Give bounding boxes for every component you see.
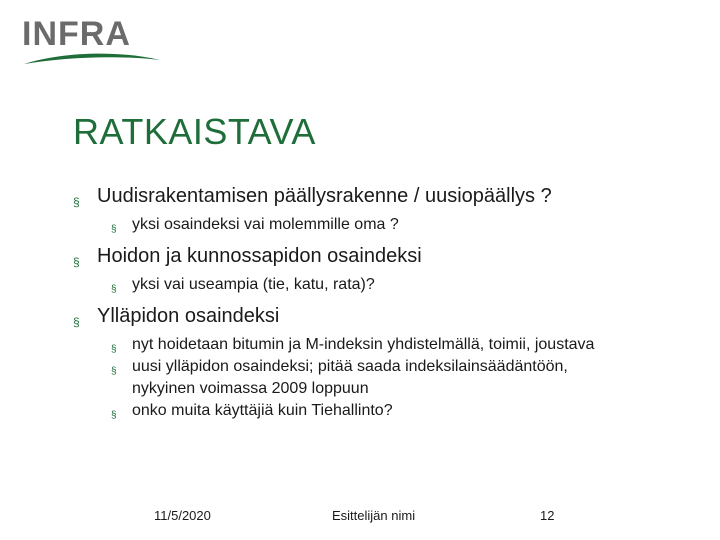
- bullet-text: Hoidon ja kunnossapidon osaindeksi: [97, 245, 422, 267]
- slide-title: RATKAISTAVA: [73, 111, 316, 152]
- sub-bullet-text: uusi ylläpidon osaindeksi; pitää saada indeksilainsäädäntöön, nykyinen voimassa 2009 loppuun: [132, 358, 568, 397]
- sub-bullet-icon: §: [111, 284, 117, 295]
- bullet-yllapito: [73, 303, 693, 329]
- infra-logo: [22, 14, 162, 68]
- sub-bullet-text: nyt hoidetaan bitumin ja M-indeksin yhdistelmällä, toimii, joustava: [132, 336, 595, 353]
- footer-presenter: Esittelijän nimi: [332, 508, 416, 523]
- sub-bullet: [111, 356, 632, 400]
- footer-date: 11/5/2020: [154, 508, 211, 523]
- bullet-text: Ylläpidon osaindeksi: [97, 305, 280, 327]
- bullet-icon: §: [73, 315, 80, 329]
- sub-bullet: [111, 274, 693, 296]
- sub-bullet-text: yksi osaindeksi vai molemmille oma ?: [132, 216, 399, 233]
- sub-bullet: [111, 400, 693, 422]
- slide-content: [73, 183, 693, 422]
- bullet-text: Uudisrakentamisen päällysrakenne / uusiopäällys ?: [97, 185, 552, 207]
- bullet-uudisrakentaminen: [73, 183, 693, 209]
- sub-bullet: [111, 334, 632, 356]
- bullet-icon: §: [73, 195, 80, 209]
- sub-bullet-text: yksi vai useampia (tie, katu, rata)?: [132, 276, 375, 293]
- bullet-icon: §: [73, 255, 80, 269]
- sub-bullet: [111, 214, 693, 236]
- sub-bullet-text: onko muita käyttäjiä kuin Tiehallinto?: [132, 402, 393, 419]
- footer-page-number: 12: [540, 508, 555, 523]
- bullet-hoito: [73, 243, 693, 269]
- logo-swoosh-icon: [22, 48, 162, 68]
- sub-bullet-icon: §: [111, 410, 117, 421]
- sub-bullet-icon: §: [111, 366, 117, 377]
- logo-text: INFRA: [22, 15, 131, 53]
- sub-bullet-icon: §: [111, 224, 117, 235]
- sub-bullet-icon: §: [111, 344, 117, 355]
